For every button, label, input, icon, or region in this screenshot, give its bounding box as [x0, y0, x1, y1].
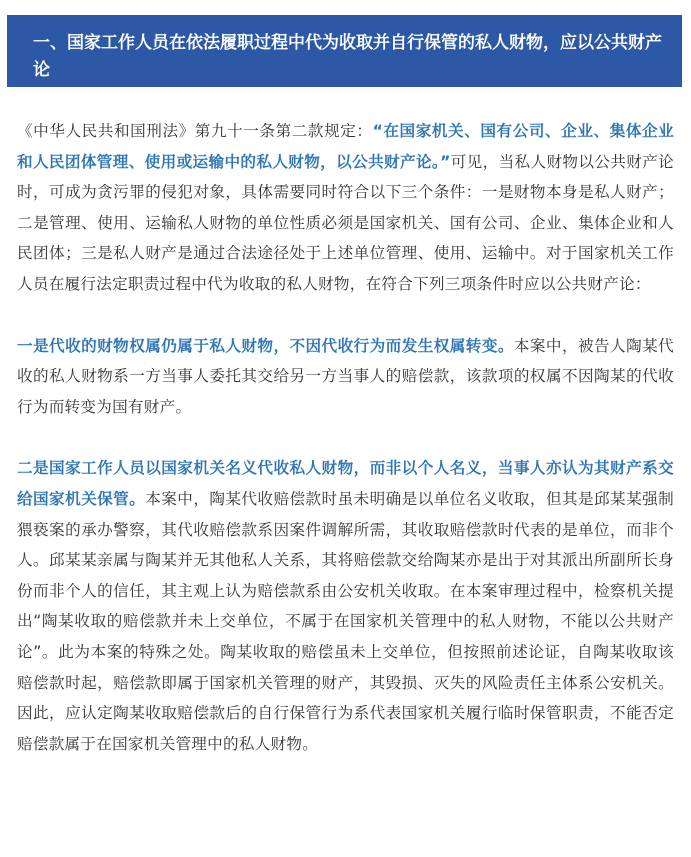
paragraph-condition-two: [17, 453, 674, 759]
paragraph-text: 《中华人民共和国刑法》第九十一条第二款规定：: [17, 122, 373, 140]
paragraph-text: 本案中，陶某代收赔偿款时虽未明确是以单位名义收取，但其是邱某某强制猥亵案的承办警察，其代收赔偿款系因案件调解所需，其收取赔偿款时代表的是单位，而非个人。邱某某亲属与陶某并无其他私人关系，其将赔偿款交给陶某亦是出于对其派出所副所长身份而非个人的信任，其主观上认为赔偿款系由公安机关收取。在本案审理过程中，检察机关提出“陶某收取的赔偿款并未上交单位，不属于在国家机关管理中的私人财物，不能以公共财产论”。此为本案的特殊之处。陶某收取的赔偿虽未上交单位，但按照前述论证，自陶某收取该赔偿款时起，赔偿款即属于国家机关管理的财产，其毁损、灭失的风险责任主体系公安机关。因此，应认定陶某收取赔偿款后的自行保管行为系代表国家机关履行临时保管职责，不能否定赔偿款属于在国家机关管理中的私人财物。: [17, 489, 674, 753]
paragraph-text: 可见，当私人财物以公共财产论时，可成为贪污罪的侵犯对象，具体需要同时符合以下三个条件：一是财物本身是私人财产；二是管理、使用、运输私人财物的单位性质必须是国家机关、国有公司、企业、集体企业和人民团体；三是私人财产是通过合法途径处于上述单位管理、使用、运输中。对于国家机关工作人员在履行法定职责过程中代为收取的私人财物，在符合下列三项条件时应以公共财产论：: [17, 152, 674, 293]
highlighted-quote: “在国家机关、国有公司、企业、集体企业和人民团体管理、使用或运输中的私人财物，以公共财产论。”: [17, 122, 674, 171]
paragraph-condition-one: [17, 331, 674, 423]
section-heading: [7, 15, 682, 87]
paragraph-legal-basis: [17, 116, 674, 300]
article-body: [17, 116, 674, 759]
highlighted-condition: 二是国家工作人员以国家机关名义代收私人财物，而非以个人名义，当事人亦认为其财产系交给国家机关保管。: [17, 459, 674, 508]
paragraph-text: 本案中，被告人陶某代收的私人财物系一方当事人委托其交给另一方当事人的赔偿款，该款项的权属不因陶某的代收行为而转变为国有财产。: [17, 336, 674, 416]
section-heading-text: 一、国家工作人员在依法履职过程中代为收取并自行保管的私人财物，应以公共财产论: [33, 33, 662, 80]
highlighted-condition: 一是代收的财物权属仍属于私人财物，不因代收行为而发生权属转变。: [17, 336, 514, 355]
